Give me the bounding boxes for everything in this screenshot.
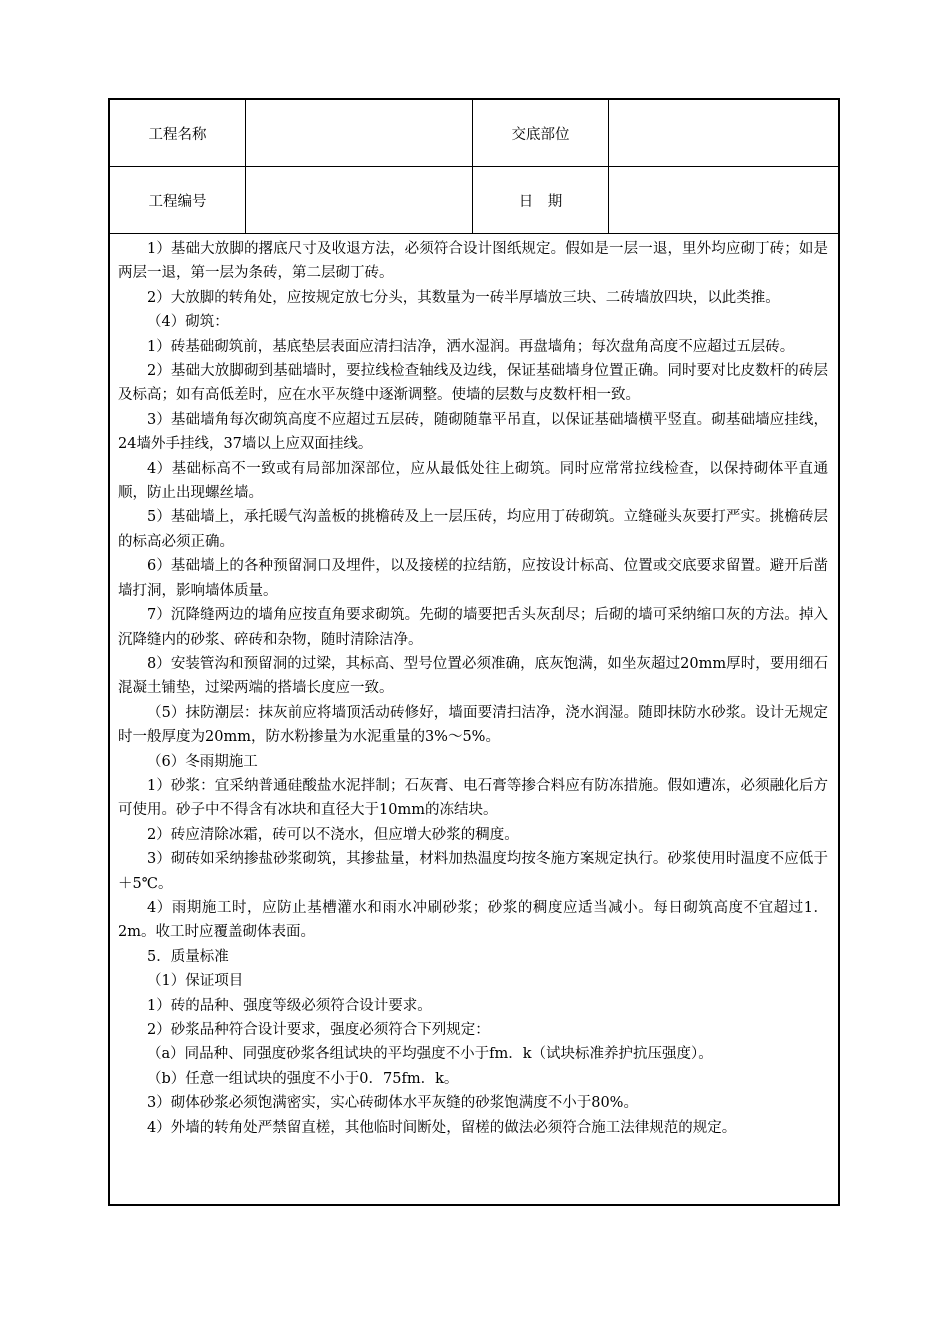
paragraph: 4）基础标高不一致或有局部加深部位，应从最低处往上砌筑。同时应常常拉线检查，以保持砌体平直通顺，防止出现螺丝墙。 — [118, 460, 828, 502]
date-field — [609, 167, 838, 234]
project-name-label: 工程名称 — [110, 100, 246, 167]
paragraph: 2）大放脚的转角处，应按规定放七分头，其数量为一砖半厚墙放三块、二砖墙放四块，以此类推。 — [147, 289, 780, 306]
location-label: 交底部位 — [473, 100, 609, 167]
paragraph: 3）砌体砂浆必须饱满密实，实心砖砌体水平灰缝的砂浆饱满度不小于80%。 — [147, 1095, 638, 1112]
technical-disclosure-form — [108, 98, 840, 1206]
paragraph: 7）沉降缝两边的墙角应按直角要求砌筑。先砌的墙要把舌头灰刮尽；后砌的墙可采纳缩口灰的方法。掉入沉降缝内的砂浆、碎砖和杂物，随时清除洁净。 — [118, 607, 828, 648]
project-number-label: 工程编号 — [110, 167, 246, 234]
paragraph: 2）基础大放脚砌到基础墙时，要拉线检查轴线及边线，保证基础墙身位置正确。同时要对比皮数杆的砖层及标高；如有高低差时，应在水平灰缝中逐渐调整。使墙的层数与皮数杆相一致。 — [118, 363, 828, 404]
paragraph: 1）砂浆：宜采纳普通硅酸盐水泥拌制；石灰膏、电石膏等掺合料应有防冻措施。假如遭冻，必须融化后方可使用。砂子中不得含有冰块和直径大于10mm的冻结块。 — [118, 777, 828, 819]
location-field — [609, 100, 838, 167]
header-grid — [110, 100, 838, 234]
paragraph: 8）安装管沟和预留洞的过梁，其标高、型号位置必须准确，底灰饱满，如坐灰超过20mm厚时，要用细石混凝土铺垫，过梁两端的搭墙长度应一致。 — [118, 655, 828, 697]
paragraph: （1）保证项目 — [147, 973, 244, 990]
paragraph: （b）任意一组试块的强度不小于0．75fm．k。 — [147, 1070, 459, 1087]
paragraph: （4）砌筑： — [147, 314, 229, 331]
paragraph: 6）基础墙上的各种预留洞口及埋件，以及接槎的拉结筋，应按设计标高、位置或交底要求留置。避开后凿墙打洞，影响墙体质量。 — [118, 558, 828, 599]
paragraph: 4）外墙的转角处严禁留直槎，其他临时间断处，留槎的做法必须符合施工法律规范的规定。 — [147, 1119, 737, 1136]
date-label: 日 期 — [473, 167, 609, 234]
project-number-field — [246, 167, 473, 234]
paragraph: 1）基础大放脚的撂底尺寸及收退方法，必须符合设计图纸规定。假如是一层一退，里外均应砌丁砖；如是两层一退，第一层为条砖，第二层砌丁砖。 — [118, 241, 828, 282]
project-name-field — [246, 100, 473, 167]
paragraph: 2）砂浆品种符合设计要求，强度必须符合下列规定： — [147, 1022, 490, 1038]
paragraph: 1）砖基础砌筑前，基底垫层表面应清扫洁净，洒水湿润。再盘墙角；每次盘角高度不应超过五层砖。 — [147, 338, 795, 355]
disclosure-content — [110, 234, 838, 1140]
paragraph: （5）抹防潮层：抹灰前应将墙顶活动砖修好，墙面要清扫洁净，浇水润湿。随即抹防水砂浆。设计无规定时一般厚度为20mm，防水粉掺量为水泥重量的3%～5%。 — [118, 704, 828, 746]
paragraph: 4）雨期施工时，应防止基槽灌水和雨水冲刷砂浆；砂浆的稠度应适当减小。每日砌筑高度不宜超过1．2m。收工时应覆盖砌体表面。 — [118, 899, 828, 941]
paragraph: 2）砖应清除冰霜，砖可以不浇水，但应增大砂浆的稠度。 — [147, 826, 519, 843]
paragraph: 5．质量标准 — [147, 948, 229, 965]
paragraph: 3）砌砖如采纳掺盐砂浆砌筑，其掺盐量，材料加热温度均按冬施方案规定执行。砂浆使用时温度不应低于＋5℃。 — [118, 851, 828, 892]
paragraph: 3）基础墙角每次砌筑高度不应超过五层砖，随砌随靠平吊直，以保证基础墙横平竖直。砌基础墙应挂线，24墙外手挂线，37墙以上应双面挂线。 — [118, 411, 828, 453]
paragraph: 1）砖的品种、强度等级必须符合设计要求。 — [147, 997, 432, 1014]
paragraph: （6）冬雨期施工 — [147, 753, 258, 770]
paragraph: 5）基础墙上，承托暖气沟盖板的挑檐砖及上一层压砖，均应用丁砖砌筑。立缝碰头灰要打严实。挑檐砖层的标高必须正确。 — [118, 509, 828, 550]
paragraph: （a）同品种、同强度砂浆各组试块的平均强度不小于fm．k（试块标准养护抗压强度）。 — [147, 1046, 713, 1063]
